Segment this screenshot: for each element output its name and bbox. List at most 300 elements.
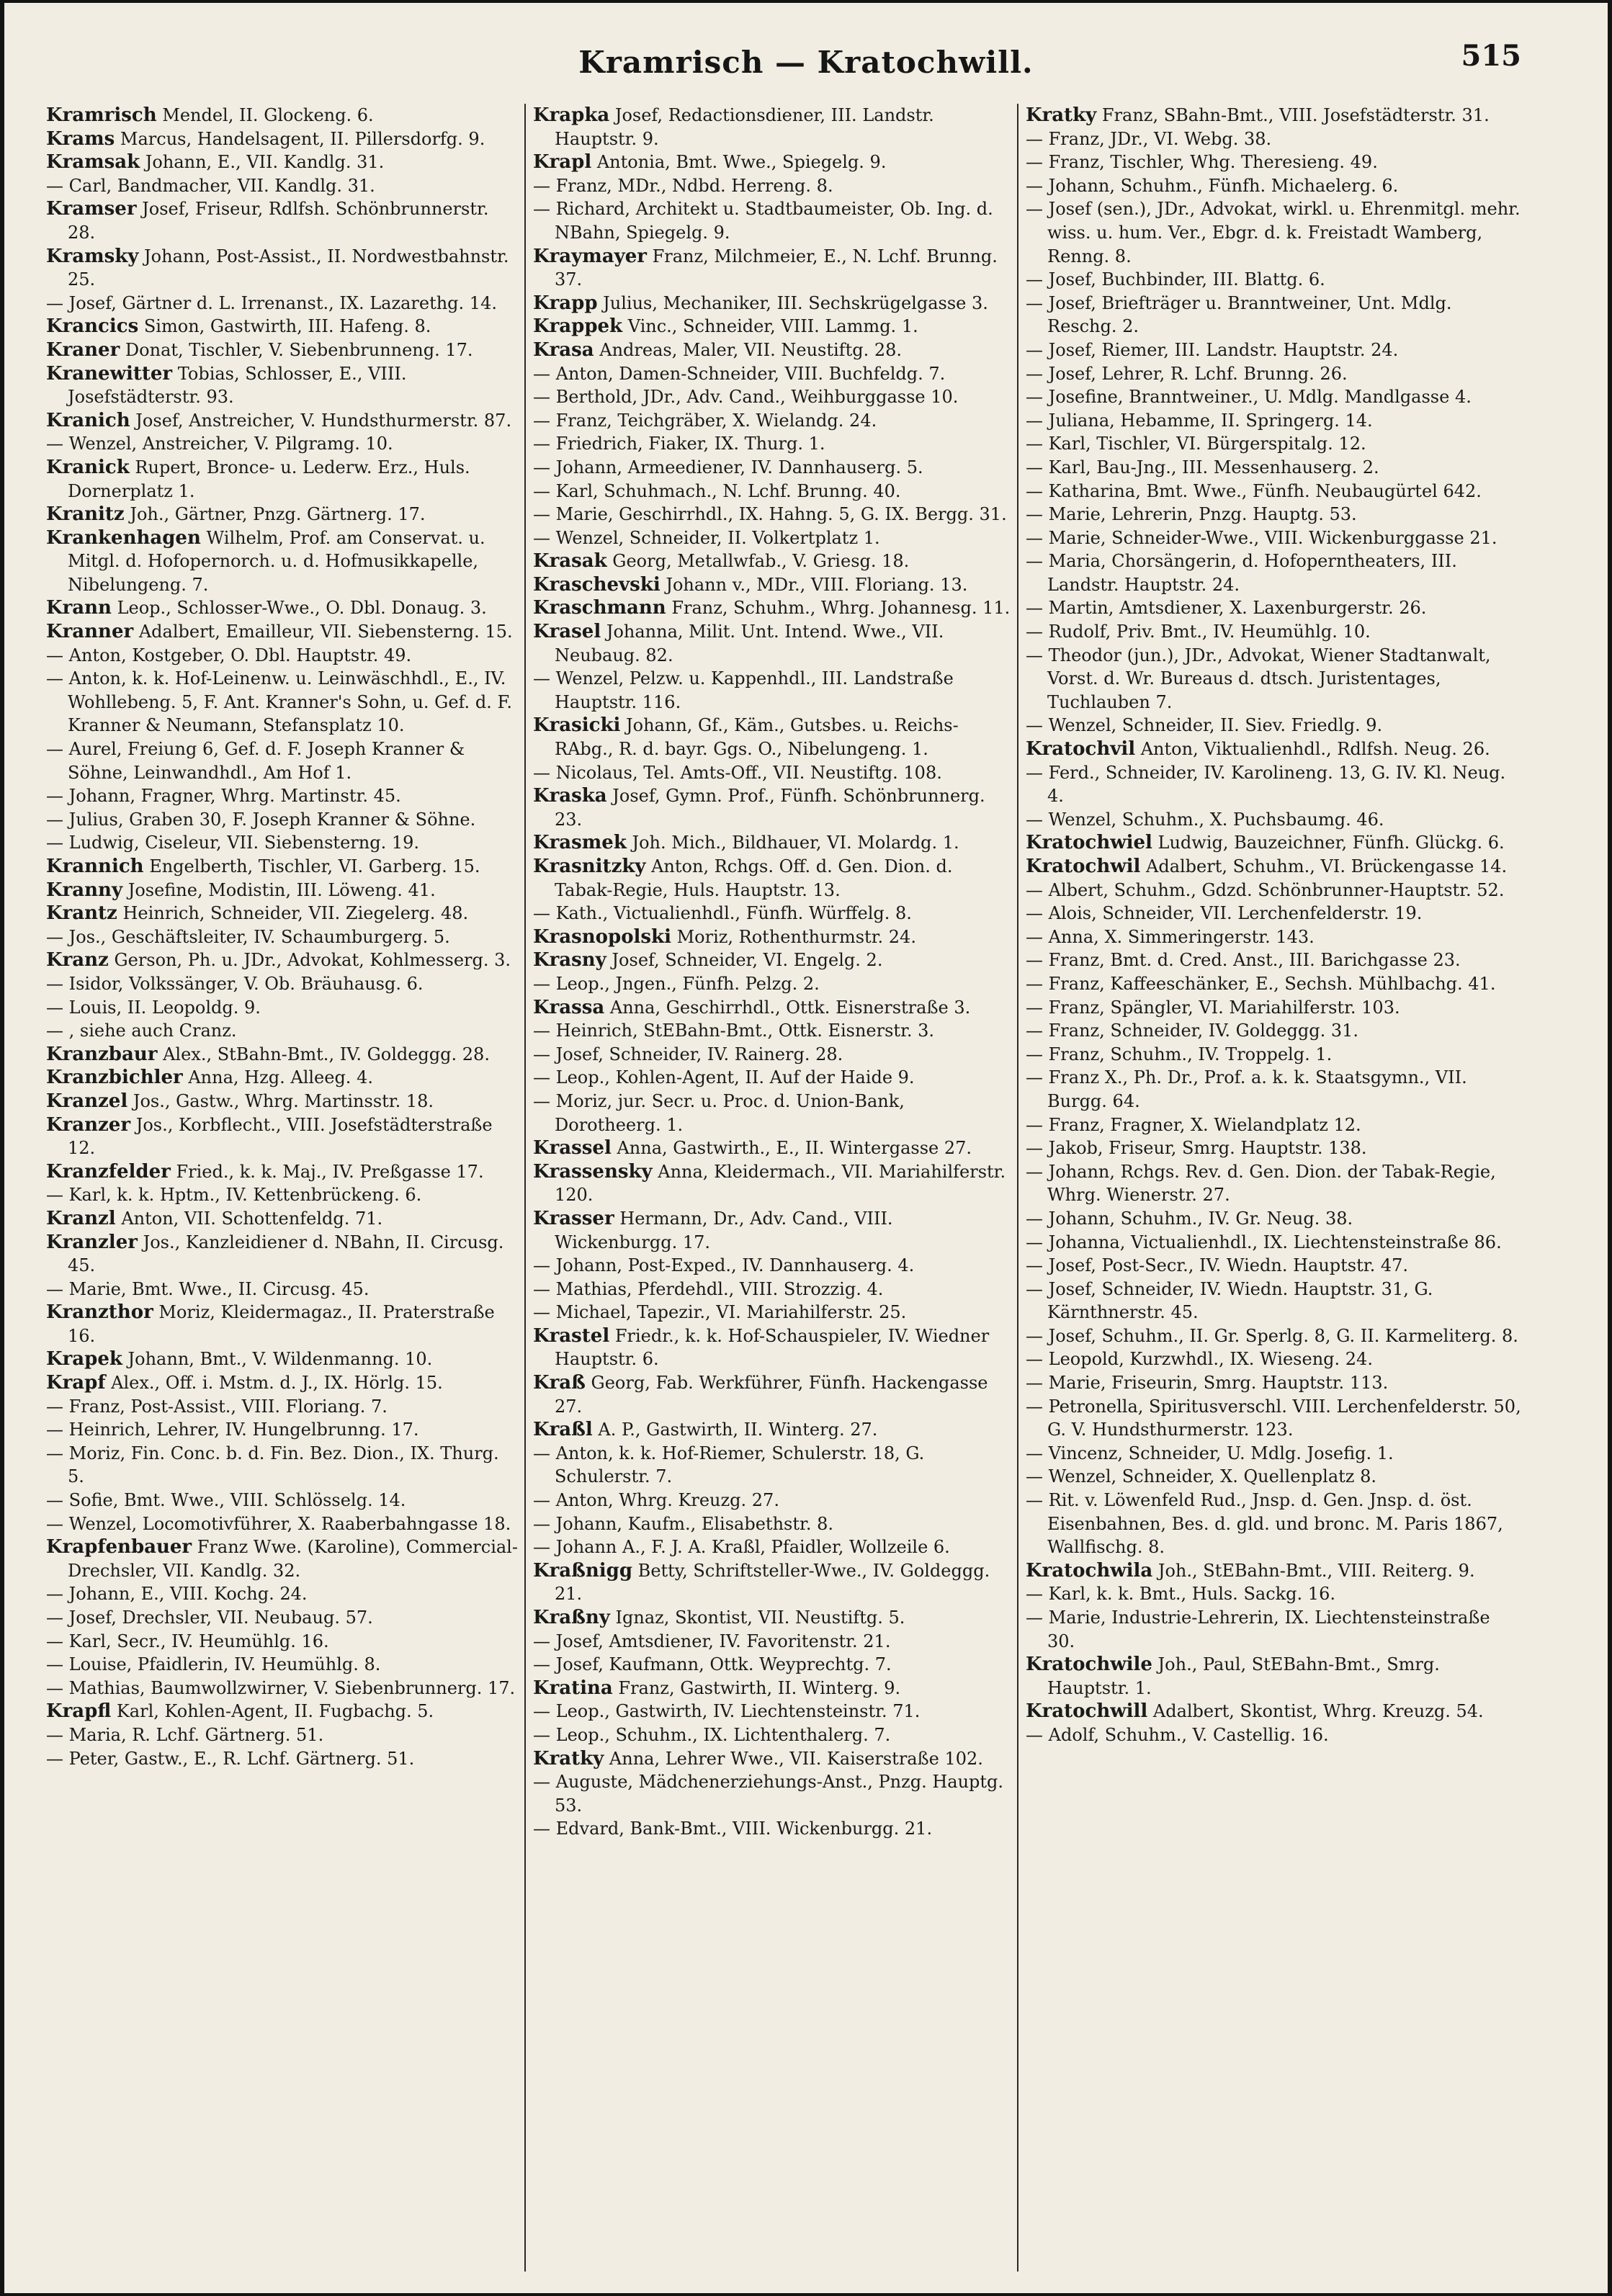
directory-entry	[1026, 409, 1521, 433]
directory-entry	[1026, 1723, 1521, 1747]
directory-entry	[1026, 855, 1521, 879]
directory-entry	[533, 620, 1011, 667]
directory-entry	[533, 104, 1011, 151]
entry-details: — Edvard, Bank-Bmt., VIII. Wickenburgg. 21.	[533, 1819, 933, 1839]
entry-surname: Kratochwiel	[1026, 832, 1152, 854]
directory-entry	[533, 456, 1011, 480]
entry-surname: Krasicki	[533, 714, 621, 737]
entry-surname: Krapka	[533, 104, 610, 126]
directory-entry	[1026, 526, 1521, 550]
entry-details: Franz, Schuhm., Whrg. Johannesg. 11.	[666, 598, 1011, 619]
directory-entry	[533, 1442, 1011, 1489]
directory-entry	[533, 1160, 1011, 1207]
directory-entry	[46, 1090, 519, 1113]
entry-details: — Vincenz, Schneider, U. Mdlg. Josefig. 1.	[1026, 1443, 1394, 1463]
entry-details: Franz, Milchmeier, E., N. Lchf. Brunng. 37.	[555, 246, 998, 290]
directory-entry	[533, 480, 1011, 503]
directory-entry	[533, 855, 1011, 902]
entry-details: Tobias, Schlosser, E., VIII. Josefstädterstr. 93.	[68, 363, 407, 408]
directory-entry	[1026, 1231, 1521, 1255]
directory-entry	[1026, 925, 1521, 949]
directory-entry	[533, 573, 1011, 597]
entry-details: — Anton, k. k. Hof-Leinenw. u. Leinwäschhdl., E., IV. Wohllebeng. 5, F. Ant. Kranner's Sohn, u. Gef. d. F. Kranner & Neumann, Stefansplatz 10.	[46, 668, 512, 736]
entry-details: — Johann, Schuhm., Fünfh. Michaelerg. 6.	[1026, 175, 1399, 196]
entry-surname: Krassel	[533, 1137, 612, 1160]
entry-details: — Franz, JDr., VI. Webg. 38.	[1026, 128, 1272, 149]
directory-entry	[1026, 831, 1521, 855]
directory-entry	[533, 1254, 1011, 1278]
entry-details: — Josef, Post-Secr., IV. Wiedn. Hauptstr. 47.	[1026, 1255, 1409, 1276]
directory-entry	[46, 1442, 519, 1489]
entry-details: Adalbert, Schuhm., VI. Brückengasse 14.	[1140, 856, 1508, 876]
entry-details: Josef, Gymn. Prof., Fünfh. Schönbrunnerg. 23.	[555, 786, 985, 830]
directory-entry	[46, 1183, 519, 1207]
directory-entry	[533, 1723, 1011, 1747]
directory-entry	[46, 1606, 519, 1630]
directory-entry	[1026, 1254, 1521, 1278]
entry-details: Wilhelm, Prof. am Conservat. u. Mitgl. d. Hofopernorch. u. d. Hofmusikkapelle, Nibelungeng. 7.	[68, 527, 485, 595]
directory-entry	[46, 1066, 519, 1090]
directory-entry	[533, 1559, 1011, 1606]
directory-entry	[1026, 902, 1521, 925]
directory-entry	[1026, 127, 1521, 151]
entry-details: — Wenzel, Pelzw. u. Kappenhdl., III. Landstraße Hauptstr. 116.	[533, 668, 954, 712]
entry-details: — Josef, Amtsdiener, IV. Favoritenstr. 21.	[533, 1631, 891, 1651]
directory-entry	[533, 315, 1011, 338]
directory-entry	[46, 596, 519, 620]
directory-entry	[1026, 174, 1521, 198]
entry-surname: Krapf	[46, 1372, 106, 1394]
directory-entry	[1026, 1489, 1521, 1559]
directory-entry	[1026, 197, 1521, 268]
entry-details: — Franz, Schneider, IV. Goldeggg. 31.	[1026, 1021, 1359, 1041]
entry-surname: Kranick	[46, 456, 130, 478]
entry-details: — Berthold, JDr., Adv. Cand., Weihburggasse 10.	[533, 387, 959, 408]
entry-details: — Heinrich, Lehrer, IV. Hungelbrunng. 17.	[46, 1420, 419, 1440]
directory-entry	[1026, 456, 1521, 480]
entry-details: Adalbert, Skontist, Whrg. Kreuzg. 54.	[1147, 1701, 1484, 1722]
entry-surname: Kraßnigg	[533, 1559, 633, 1582]
directory-entry	[46, 292, 519, 315]
entry-surname: Kraschmann	[533, 597, 666, 619]
directory-entry	[46, 1301, 519, 1347]
directory-entry	[46, 432, 519, 456]
entry-details: Fried., k. k. Maj., IV. Preßgasse 17.	[170, 1161, 484, 1182]
entry-surname: Krann	[46, 597, 112, 619]
entry-details: — Franz, Fragner, X. Wielandplatz 12.	[1026, 1114, 1361, 1135]
entry-details: Josef, Redactionsdiener, III. Landstr. Hauptstr. 9.	[555, 105, 934, 149]
directory-entry	[1026, 596, 1521, 620]
entry-surname: Krapp	[533, 292, 598, 314]
entry-details: — Nicolaus, Tel. Amts-Off., VII. Neustiftg. 108.	[533, 762, 942, 783]
entry-details: Leop., Schlosser-Wwe., O. Dbl. Donaug. 3.	[111, 598, 487, 619]
entry-surname: Krassa	[533, 996, 605, 1018]
directory-entry	[533, 1371, 1011, 1418]
entry-surname: Krannich	[46, 856, 144, 877]
entry-details: Joh., Gärtner, Pnzg. Gärtnerg. 17.	[124, 504, 426, 525]
directory-entry	[1026, 503, 1521, 526]
entry-surname: Krankenhagen	[46, 526, 201, 549]
directory-entry	[1026, 1465, 1521, 1489]
directory-entry	[533, 831, 1011, 855]
entry-details: Betty, Schriftsteller-Wwe., IV. Goldeggg. 21.	[555, 1560, 990, 1605]
entry-details: — Leop., Schuhm., IX. Lichtenthalerg. 7.	[533, 1724, 891, 1745]
directory-entry	[46, 1700, 519, 1723]
directory-entry	[1026, 620, 1521, 644]
directory-entry	[1026, 151, 1521, 174]
entry-details: — Johann, Fragner, Whrg. Martinstr. 45.	[46, 786, 401, 807]
entry-details: — Franz, Bmt. d. Cred. Anst., III. Barichgasse 23.	[1026, 950, 1461, 971]
entry-details: — Wenzel, Anstreicher, V. Pilgramg. 10.	[46, 434, 393, 454]
entry-details: Anna, Hzg. Alleeg. 4.	[182, 1067, 373, 1088]
entry-surname: Kratochvil	[1026, 738, 1136, 761]
entry-details: — Wenzel, Schneider, II. Volkertplatz 1.	[533, 527, 880, 548]
entry-surname: Kraschevski	[533, 573, 661, 596]
entry-details: — Johann, Armeediener, IV. Dannhauserg. 5.	[533, 457, 923, 477]
directory-entry	[1026, 1113, 1521, 1137]
entry-details: Franz, Gastwirth, II. Winterg. 9.	[612, 1677, 901, 1698]
entry-details: — Martin, Amtsdiener, X. Laxenburgerstr. 26.	[1026, 598, 1427, 619]
entry-details: — Jakob, Friseur, Smrg. Hauptstr. 138.	[1026, 1138, 1367, 1159]
column-left	[46, 104, 519, 2279]
directory-entry	[46, 1371, 519, 1395]
entry-surname: Kratky	[1026, 104, 1097, 126]
entry-surname: Kratochwile	[1026, 1654, 1152, 1676]
entry-details: — Alois, Schneider, VII. Lerchenfelderstr. 19.	[1026, 903, 1423, 924]
directory-entry	[46, 409, 519, 433]
directory-entry	[1026, 432, 1521, 456]
directory-entry	[1026, 1019, 1521, 1043]
entry-details: — Juliana, Hebamme, II. Springerg. 14.	[1026, 410, 1373, 431]
directory-entry	[1026, 292, 1521, 338]
entry-details: — Anton, Kostgeber, O. Dbl. Hauptstr. 49.	[46, 645, 412, 665]
directory-entry	[533, 1136, 1011, 1160]
entry-details: Johann, Bmt., V. Wildenmanng. 10.	[122, 1349, 433, 1370]
entry-surname: Kraymayer	[533, 245, 647, 267]
directory-entry	[1026, 1559, 1521, 1583]
entry-details: — Josef, Lehrer, R. Lchf. Brunng. 26.	[1026, 363, 1348, 384]
directory-entry	[533, 292, 1011, 315]
entry-details: — Kath., Victualienhdl., Fünfh. Würffelg. 8.	[533, 903, 912, 924]
entry-details: Donat, Tischler, V. Siebenbrunneng. 17.	[120, 339, 473, 360]
entry-surname: Kranzfelder	[46, 1160, 171, 1183]
entry-details: Anna, Lehrer Wwe., VII. Kaiserstraße 102.	[604, 1748, 983, 1769]
directory-entry	[46, 1653, 519, 1677]
entry-details: — Mathias, Baumwollzwirner, V. Siebenbrunnerg. 17.	[46, 1677, 516, 1698]
directory-entry	[533, 1418, 1011, 1442]
entry-details: Mendel, II. Glockeng. 6.	[156, 105, 374, 125]
entry-surname: Kranzbichler	[46, 1067, 183, 1089]
entry-surname: Krapfenbauer	[46, 1536, 192, 1559]
entry-details: Johann v., MDr., VIII. Floriang. 13.	[660, 574, 968, 595]
entry-details: — Franz, Schuhm., IV. Troppelg. 1.	[1026, 1044, 1333, 1064]
entry-surname: Kranner	[46, 621, 134, 643]
entry-surname: Krasel	[533, 621, 601, 643]
entry-details: — Josefine, Branntweiner., U. Mdlg. Mandlgasse 4.	[1026, 387, 1472, 408]
entry-surname: Krasak	[533, 550, 607, 573]
entry-details: — Katharina, Bmt. Wwe., Fünfh. Neubaugürtel 642.	[1026, 480, 1482, 501]
directory-entry	[46, 1535, 519, 1582]
column-right	[1026, 104, 1521, 2279]
directory-entry	[533, 1535, 1011, 1559]
entry-details: — Louis, II. Leopoldg. 9.	[46, 997, 261, 1018]
directory-entry	[46, 1113, 519, 1160]
directory-entry	[46, 784, 519, 808]
directory-entry	[46, 1019, 519, 1043]
entry-details: Anna, Kleidermach., VII. Mariahilferstr. 120.	[555, 1161, 1006, 1206]
entry-surname: Kramser	[46, 198, 137, 220]
directory-entry	[1026, 362, 1521, 386]
directory-entry	[533, 1747, 1011, 1771]
entry-surname: Kranny	[46, 879, 123, 901]
entry-surname: Kraner	[46, 338, 120, 361]
entry-details: — Carl, Bandmacher, VII. Kandlg. 31.	[46, 175, 375, 196]
entry-details: — Isidor, Volkssänger, V. Ob. Bräuhausg. 6.	[46, 973, 424, 994]
directory-entry	[1026, 1700, 1521, 1723]
entry-details: — Sofie, Bmt. Wwe., VIII. Schlösselg. 14.	[46, 1490, 406, 1511]
directory-entry	[1026, 1043, 1521, 1067]
entry-details: — Josef, Kaufmann, Ottk. Weyprechtg. 7.	[533, 1654, 892, 1675]
entry-details: — Leop., Kohlen-Agent, II. Auf der Haide 9.	[533, 1067, 915, 1088]
directory-entry	[46, 737, 519, 784]
directory-entry	[46, 1278, 519, 1301]
directory-entry	[533, 1700, 1011, 1723]
entry-surname: Kranzler	[46, 1231, 138, 1253]
entry-details: A. P., Gastwirth, II. Winterg. 27.	[592, 1420, 878, 1440]
entry-surname: Kranzel	[46, 1090, 128, 1112]
entry-details: — Franz X., Ph. Dr., Prof. a. k. k. Staatsgymn., VII. Burgg. 64.	[1026, 1067, 1467, 1111]
entry-details: Josef, Schneider, VI. Engelg. 2.	[606, 950, 883, 971]
directory-entry	[46, 1582, 519, 1606]
entry-details: — Wenzel, Locomotivführer, X. Raaberbahngasse 18.	[46, 1513, 511, 1534]
entry-details: — Johann, Post-Exped., IV. Dannhauserg. 4.	[533, 1255, 915, 1276]
entry-surname: Kranzbaur	[46, 1043, 158, 1065]
directory-entry	[1026, 480, 1521, 503]
entry-details: — Maria, R. Lchf. Gärtnerg. 51.	[46, 1724, 324, 1745]
entry-details: Adalbert, Emailleur, VII. Siebensterng. 15.	[133, 622, 513, 642]
directory-entry	[533, 174, 1011, 198]
entry-details: — Anton, Damen-Schneider, VIII. Buchfeldg. 7.	[533, 363, 946, 384]
directory-entry	[46, 972, 519, 996]
entry-details: — Marie, Bmt. Wwe., II. Circusg. 45.	[46, 1278, 370, 1299]
directory-entry	[533, 1019, 1011, 1043]
directory-entry	[46, 151, 519, 174]
entry-surname: Krasa	[533, 338, 594, 361]
directory-entry	[1026, 761, 1521, 808]
directory-entry	[46, 808, 519, 832]
entry-surname: Krasnitzky	[533, 856, 646, 877]
directory-entry	[46, 1489, 519, 1512]
entry-details: — Richard, Architekt u. Stadtbaumeister, Ob. Ing. d. NBahn, Spiegelg. 9.	[533, 199, 993, 243]
directory-entry	[46, 667, 519, 737]
entry-details: — Rudolf, Priv. Bmt., IV. Heumühlg. 10.	[1026, 622, 1371, 642]
entry-surname: Krams	[46, 127, 115, 150]
directory-entry	[533, 362, 1011, 386]
entry-details: Johann, Post-Assist., II. Nordwestbahnstr. 25.	[68, 246, 509, 290]
entry-details: Moriz, Kleidermagaz., II. Praterstraße 16.	[68, 1302, 495, 1346]
entry-details: — Johann, Schuhm., IV. Gr. Neug. 38.	[1026, 1208, 1353, 1229]
directory-entry	[46, 1347, 519, 1371]
entry-details: Johanna, Milit. Unt. Intend. Wwe., VII. Neubaug. 82.	[555, 622, 944, 665]
entry-details: — Johann, Kaufm., Elisabethstr. 8.	[533, 1513, 833, 1534]
entry-details: Joh., StEBahn-Bmt., VIII. Reiterg. 9.	[1152, 1560, 1475, 1581]
entry-details: — Friedrich, Fiaker, IX. Thurg. 1.	[533, 434, 825, 454]
directory-entry	[1026, 1160, 1521, 1207]
directory-entry	[46, 996, 519, 1020]
entry-surname: Kranzthor	[46, 1301, 153, 1324]
directory-entry	[46, 1677, 519, 1700]
directory-entry	[1026, 714, 1521, 737]
entry-details: — Leop., Jngen., Fünfh. Pelzg. 2.	[533, 973, 820, 994]
entry-details: — Josef, Schneider, IV. Rainerg. 28.	[533, 1044, 843, 1064]
entry-details: Franz, SBahn-Bmt., VIII. Josefstädterstr. 31.	[1096, 105, 1490, 125]
entry-details: Gerson, Ph. u. JDr., Advokat, Kohlmesserg. 3.	[108, 950, 511, 971]
directory-entry	[1026, 949, 1521, 972]
directory-entry	[533, 409, 1011, 433]
entry-details: Ignaz, Skontist, VII. Neustiftg. 5.	[609, 1607, 905, 1628]
entry-details: — Josef, Buchbinder, III. Blattg. 6.	[1026, 269, 1325, 290]
entry-details: — Marie, Geschirrhdl., IX. Hahng. 5, G. IX. Bergg. 31.	[533, 504, 1007, 525]
entry-surname: Krantz	[46, 902, 117, 925]
directory-entry	[533, 1301, 1011, 1324]
directory-entry	[1026, 268, 1521, 292]
entry-details: — Johann, Rchgs. Rev. d. Gen. Dion. der Tabak-Regie, Whrg. Wienerstr. 27.	[1026, 1161, 1496, 1206]
entry-details: Jos., Korbflecht., VIII. Josefstädterstraße 12.	[68, 1114, 493, 1159]
entry-details: Heinrich, Schneider, VII. Ziegelerg. 48.	[117, 903, 469, 924]
entry-surname: Kranich	[46, 409, 130, 431]
entry-details: — Moriz, Fin. Conc. b. d. Fin. Bez. Dion., IX. Thurg. 5.	[46, 1443, 499, 1487]
entry-details: Antonia, Bmt. Wwe., Spiegelg. 9.	[591, 152, 887, 173]
entry-details: Friedr., k. k. Hof-Schauspieler, IV. Wiedner Hauptstr. 6.	[555, 1325, 990, 1370]
entry-details: — Petronella, Spiritusverschl. VIII. Lerchenfelderstr. 50, G. V. Hundsthurmerstr. 123.	[1026, 1396, 1521, 1440]
entry-surname: Kraß	[533, 1372, 586, 1394]
entry-details: Anton, Viktualienhdl., Rdlfsh. Neug. 26.	[1135, 739, 1490, 760]
entry-details: — Karl, Secr., IV. Heumühlg. 16.	[46, 1631, 329, 1651]
entry-surname: Kratina	[533, 1677, 613, 1699]
directory-entry	[1026, 338, 1521, 362]
entry-details: Simon, Gastwirth, III. Hafeng. 8.	[138, 316, 431, 337]
directory-entry	[1026, 1278, 1521, 1324]
entry-details: Vinc., Schneider, VIII. Lammg. 1.	[622, 316, 918, 337]
entry-details: — Marie, Lehrerin, Pnzg. Hauptg. 53.	[1026, 504, 1357, 525]
entry-surname: Krapl	[533, 151, 592, 174]
directory-entry	[533, 1278, 1011, 1301]
entry-surname: Krasser	[533, 1207, 614, 1229]
entry-details: — Marie, Industrie-Lehrerin, IX. Liechtensteinstraße 30.	[1026, 1607, 1490, 1651]
directory-entry	[46, 1747, 519, 1771]
directory-entry	[46, 1723, 519, 1747]
entry-details: Karl, Kohlen-Agent, II. Fugbachg. 5.	[111, 1701, 434, 1722]
entry-details: — Karl, Schuhmach., N. Lchf. Brunng. 40.	[533, 480, 901, 501]
column-rule	[1017, 104, 1018, 2272]
directory-entry	[1026, 385, 1521, 409]
entry-details: — Adolf, Schuhm., V. Castellig. 16.	[1026, 1724, 1329, 1745]
entry-surname: Kraßl	[533, 1419, 593, 1441]
directory-entry	[46, 315, 519, 338]
directory-entry	[1026, 1395, 1521, 1442]
entry-details: Johann, E., VII. Kandlg. 31.	[140, 152, 385, 173]
entry-details: — Auguste, Mädchenerziehungs-Anst., Pnzg. Hauptg. 53.	[533, 1772, 1004, 1816]
entry-surname: Kraßny	[533, 1607, 610, 1628]
directory-entry	[533, 526, 1011, 550]
entry-details: Johann, Gf., Käm., Gutsbes. u. Reichs-RAbg., R. d. bayr. Ggs. O., Nibelungeng. 1.	[555, 715, 959, 760]
directory-entry	[533, 925, 1011, 949]
entry-details: — Marie, Friseurin, Smrg. Hauptstr. 113.	[1026, 1373, 1389, 1394]
directory-entry	[1026, 644, 1521, 714]
entry-details: — Ludwig, Ciseleur, VII. Siebensterng. 19.	[46, 833, 419, 853]
entry-details: — Franz, Tischler, Whg. Theresieng. 49.	[1026, 152, 1378, 173]
entry-details: — Josef, Riemer, III. Landstr. Hauptstr. 24.	[1026, 339, 1399, 360]
directory-entry	[46, 127, 519, 151]
directory-entry	[1026, 1324, 1521, 1348]
directory-entry	[46, 1160, 519, 1184]
entry-surname: Krapek	[46, 1348, 122, 1371]
directory-entry	[1026, 1653, 1521, 1700]
column-rule	[524, 104, 526, 2272]
entry-surname: Kramsky	[46, 245, 139, 267]
entry-details: — Anton, k. k. Hof-Riemer, Schulerstr. 18, G. Schulerstr. 7.	[533, 1443, 925, 1487]
entry-surname: Kramrisch	[46, 104, 157, 126]
directory-entry	[46, 831, 519, 855]
entry-details: — Jos., Geschäftsleiter, IV. Schaumburgerg. 5.	[46, 926, 450, 947]
directory-entry	[533, 1324, 1011, 1371]
directory-entry	[46, 1043, 519, 1067]
entry-details: Moriz, Rothenthurmstr. 24.	[671, 926, 916, 947]
directory-entry	[46, 104, 519, 127]
directory-entry	[1026, 1582, 1521, 1606]
entry-details: Josefine, Modistin, III. Löweng. 41.	[122, 879, 436, 900]
entry-surname: Krastel	[533, 1324, 610, 1347]
directory-entry	[1026, 1442, 1521, 1466]
entry-details: — Josef, Schneider, IV. Wiedn. Hauptstr. 31, G. Kärnthnerstr. 45.	[1026, 1278, 1433, 1323]
entry-surname: Krancics	[46, 315, 139, 338]
directory-entry	[46, 925, 519, 949]
page-number: 515	[1461, 39, 1521, 73]
directory-entry	[46, 338, 519, 362]
entry-details: — Josef, Briefträger u. Branntweiner, Unt. Mdlg. Reschg. 2.	[1026, 292, 1452, 337]
directory-entry	[533, 784, 1011, 831]
directory-entry	[46, 174, 519, 198]
directory-entry	[533, 902, 1011, 925]
entry-details: Engelberth, Tischler, VI. Garberg. 15.	[143, 856, 480, 876]
directory-entry	[46, 855, 519, 879]
directory-entry	[533, 667, 1011, 714]
directory-entry	[1026, 1347, 1521, 1371]
entry-details: Jos., Kanzleidiener d. NBahn, II. Circusg. 45.	[68, 1232, 504, 1276]
directory-entry	[46, 1231, 519, 1278]
directory-entry	[533, 996, 1011, 1020]
directory-entry	[533, 432, 1011, 456]
entry-surname: Kramsak	[46, 151, 140, 174]
directory-entry	[1026, 972, 1521, 996]
directory-entry	[533, 1770, 1011, 1817]
entry-surname: Kratochwil	[1026, 856, 1141, 877]
directory-entry	[533, 1066, 1011, 1090]
running-header: Kramrisch — Kratochwill.	[578, 45, 1034, 80]
entry-details: Franz Wwe. (Karoline), Commercial-Drechsler, VII. Kandlg. 32.	[68, 1537, 518, 1581]
entry-details: — Theodor (jun.), JDr., Advokat, Wiener Stadtanwalt, Vorst. d. Wr. Bureaus d. dtsch. Juristentages, Tuchlauben 7.	[1026, 645, 1491, 712]
directory-entry	[46, 644, 519, 668]
directory-entry	[533, 714, 1011, 761]
entry-details: Ludwig, Bauzeichner, Fünfh. Glückg. 6.	[1152, 833, 1505, 853]
entry-details: — Louise, Pfaidlerin, IV. Heumühlg. 8.	[46, 1654, 381, 1675]
directory-entry	[46, 456, 519, 503]
directory-entry	[533, 1817, 1011, 1841]
entry-details: Marcus, Handelsagent, II. Pillersdorfg. 9.	[115, 128, 485, 149]
directory-entry	[46, 526, 519, 597]
directory-entry	[533, 1489, 1011, 1512]
entry-details: — Karl, k. k. Bmt., Huls. Sackg. 16.	[1026, 1584, 1335, 1605]
